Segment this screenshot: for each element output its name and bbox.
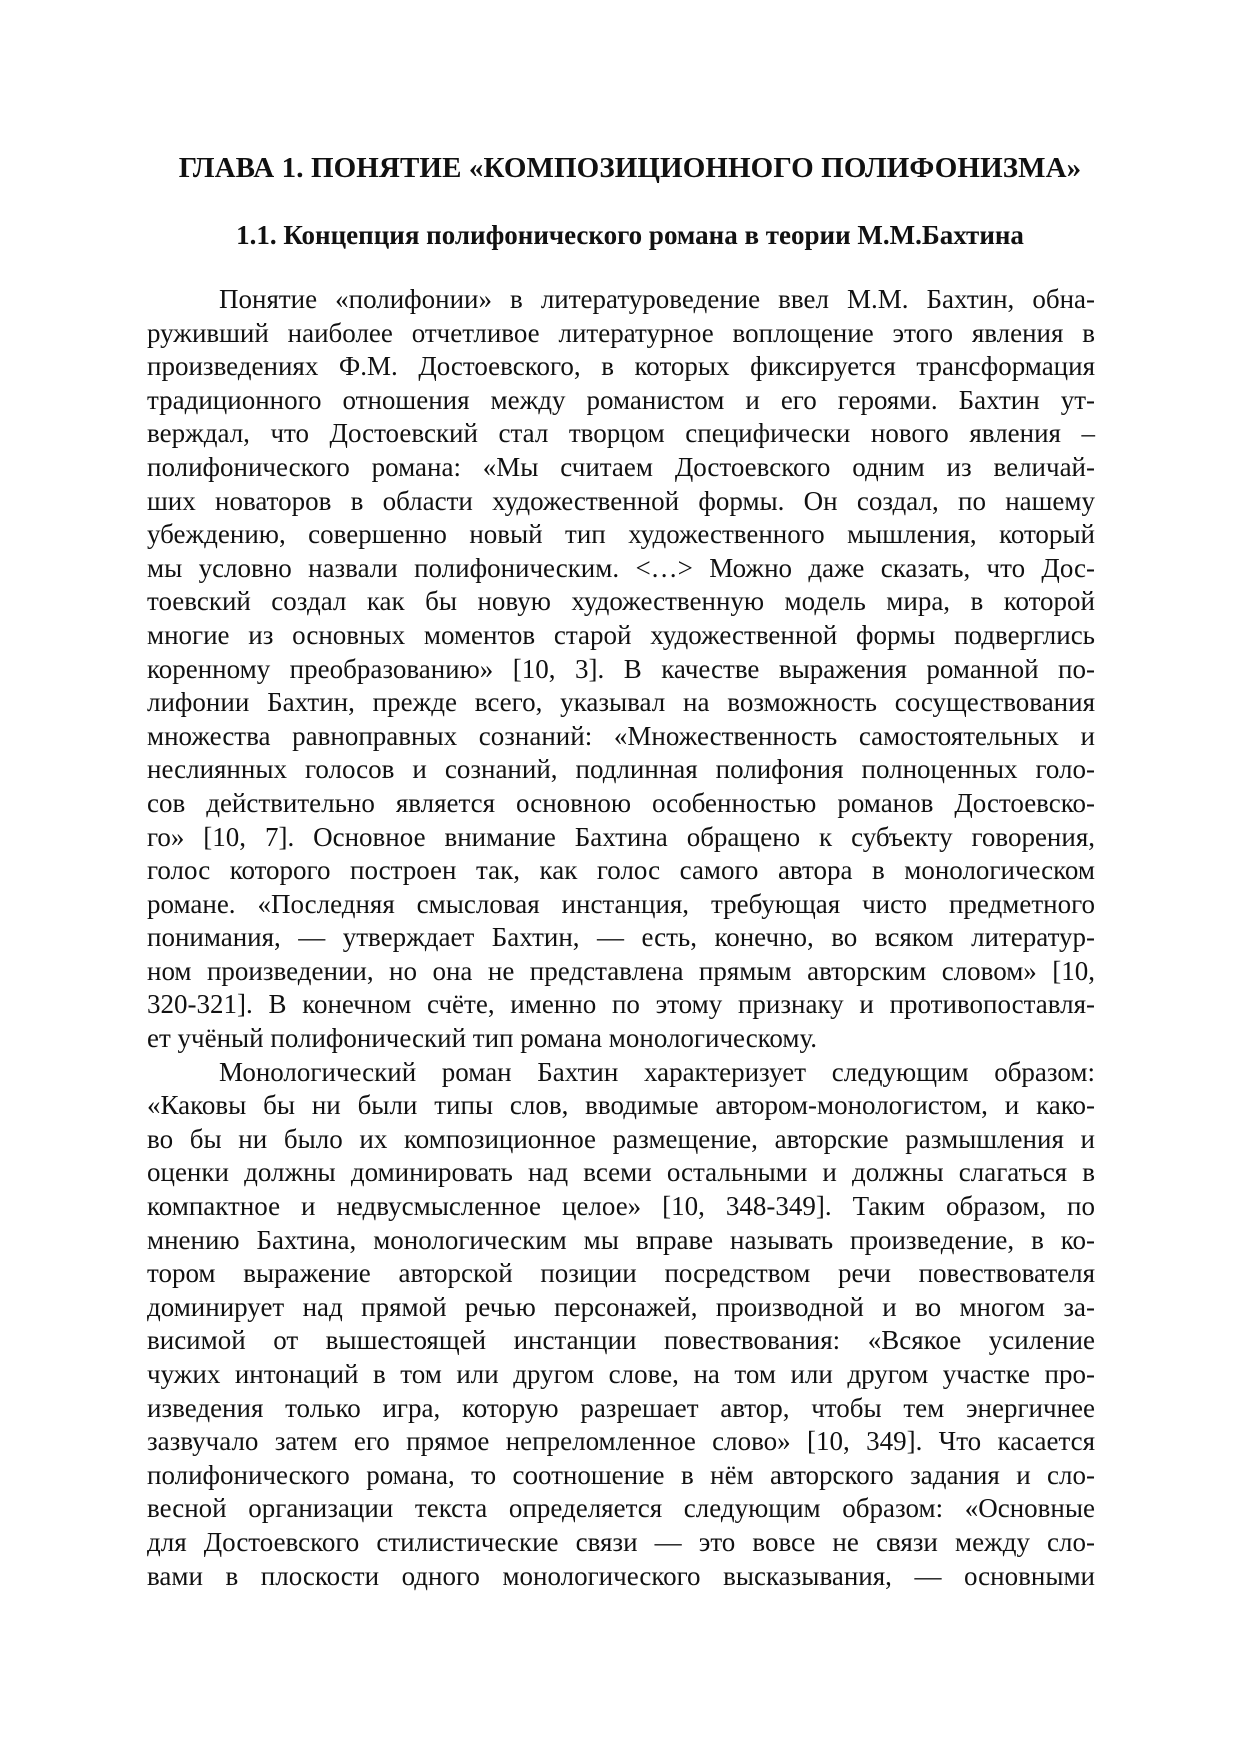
text-line: верждал, что Достоевский стал творцом специфически нового явления – <box>147 418 1095 449</box>
text-line: го» [10, 7]. Основное внимание Бахтина обращено к субъекту говорения, <box>147 821 1095 852</box>
text-line: «Каковы бы ни были типы слов, вводимые автором-монологистом, и како- <box>147 1090 1095 1121</box>
text-line: висимой от вышестоящей инстанции повествования: «Всякое усиление <box>147 1325 1095 1356</box>
text-line: понимания, — утверждает Бахтин, — есть, конечно, во всяком литератур- <box>147 922 1095 953</box>
text-line: вами в плоскости одного монологического высказывания, — основными <box>147 1560 1095 1591</box>
text-line: весной организации текста определяется следующим образом: «Основные <box>147 1493 1095 1524</box>
text-line: голос которого построен так, как голос самого автора в монологическом <box>147 855 1095 886</box>
text-line: мнению Бахтина, монологическим мы вправе называть произведение, в ко- <box>147 1224 1095 1255</box>
text-line: руживший наиболее отчетливое литературное воплощение этого явления в <box>147 317 1095 348</box>
text-line: изведения только игра, которую разрешает автор, чтобы тем энергичнее <box>147 1392 1095 1423</box>
text-line: многие из основных моментов старой художественной формы подверглись <box>147 619 1095 650</box>
text-line: лифонии Бахтин, прежде всего, указывал на возможность сосуществования <box>147 687 1095 718</box>
text-line: для Достоевского стилистические связи — это вовсе не связи между сло- <box>147 1526 1095 1557</box>
text-line: компактное и недвусмысленное целое» [10, 348-349]. Таким образом, по <box>147 1191 1095 1222</box>
section-title: 1.1. Концепция полифонического романа в теории М.М.Бахтина <box>236 220 1024 250</box>
text-line: чужих интонаций в том или другом слове, на том или другом участке про- <box>147 1359 1095 1389</box>
text-line: коренному преобразованию» [10, 3]. В качестве выражения романной по- <box>147 653 1095 684</box>
text-line: Монологический роман Бахтин характеризует следующим образом: <box>219 1056 1095 1087</box>
text-line: ном произведении, но она не представлена прямым авторским словом» [10, <box>147 955 1095 986</box>
body-text <box>147 283 1095 1593</box>
paragraph-1 <box>147 283 1095 1056</box>
text-line: убеждению, совершенно новый тип художественного мышления, который <box>147 519 1095 550</box>
text-line: сов действительно является основною особенностью романов Достоевско- <box>147 787 1095 818</box>
text-line: романе. «Последняя смысловая инстанция, требующая чисто предметного <box>147 888 1095 919</box>
paragraph-2 <box>147 1056 1095 1594</box>
chapter-title: ГЛАВА 1. ПОНЯТИЕ «КОМПОЗИЦИОННОГО ПОЛИФОНИЗМА» <box>178 152 1082 184</box>
text-line: мы условно назвали полифоническим. <…> Можно даже сказать, что Дос- <box>147 552 1095 583</box>
text-line: оценки должны доминировать над всеми остальными и должны слагаться в <box>147 1157 1095 1188</box>
text-line: множества равноправных сознаний: «Множественность самостоятельных и <box>147 720 1095 751</box>
text-line: Понятие «полифонии» в литературоведение ввел М.М. Бахтин, обна- <box>219 284 1095 314</box>
text-line: полифонического романа: «Мы считаем Достоевского одним из величай- <box>147 451 1095 482</box>
text-line: произведениях Ф.М. Достоевского, в которых фиксируется трансформация <box>147 351 1095 382</box>
text-line: полифонического романа, то соотношение в нём авторского задания и сло- <box>147 1459 1095 1490</box>
text-line: зазвучало затем его прямое непреломленное слово» [10, 349]. Что касается <box>147 1426 1095 1457</box>
text-line: тором выражение авторской позиции посредством речи повествователя <box>147 1258 1095 1289</box>
text-line: тоевский создал как бы новую художественную модель мира, в которой <box>147 586 1095 617</box>
text-line: ших новаторов в области художественной формы. Он создал, по нашему <box>147 485 1095 516</box>
text-line: неслиянных голосов и сознаний, подлинная полифония полноценных голо- <box>147 754 1095 785</box>
text-line: во бы ни было их композиционное размещение, авторские размышления и <box>147 1123 1095 1154</box>
text-line: доминирует над прямой речью персонажей, производной и во многом за- <box>147 1291 1095 1322</box>
text-line: 320-321]. В конечном счёте, именно по этому признаку и противопоставля- <box>147 989 1095 1020</box>
text-line: традиционного отношения между романистом и его героями. Бахтин ут- <box>147 384 1095 415</box>
text-line: ет учёный полифонический тип романа монологическому. <box>147 1023 818 1054</box>
